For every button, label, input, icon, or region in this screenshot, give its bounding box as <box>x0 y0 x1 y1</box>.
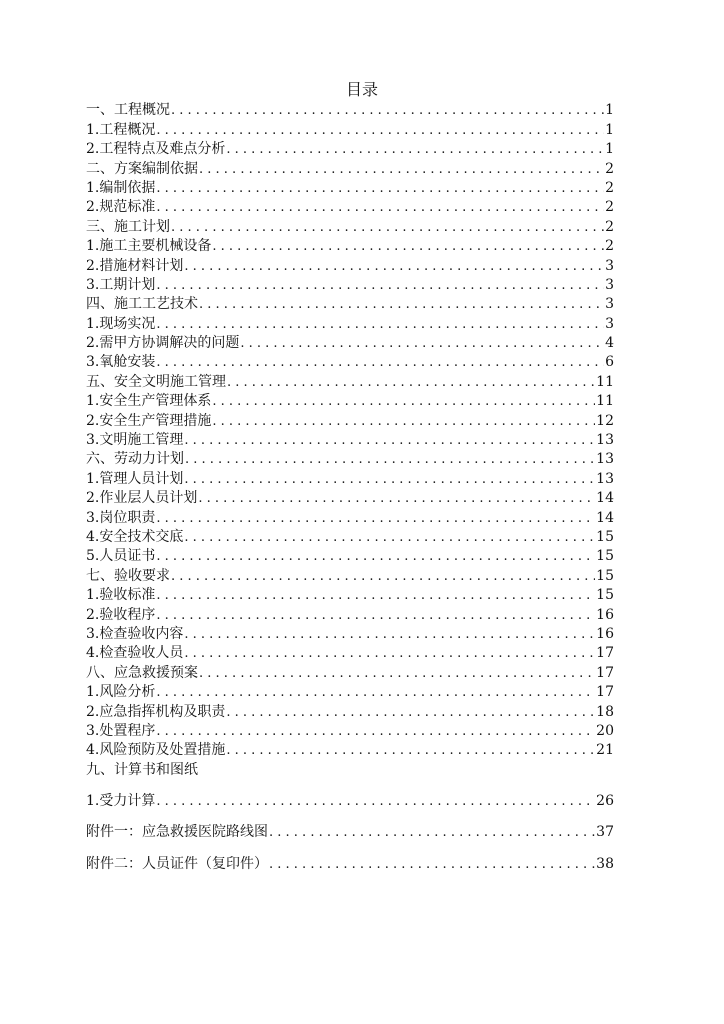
toc-entry-label: 3.处置程序 <box>86 722 156 739</box>
toc-entry-page-number: 15 <box>596 548 614 565</box>
toc-dot-leader <box>185 450 595 469</box>
toc-dot-leader <box>171 101 604 120</box>
toc-entry-page-number: 3 <box>605 276 614 293</box>
toc-entry[interactable] <box>86 392 614 411</box>
toc-entry-page-number: 2 <box>605 179 614 196</box>
toc-entry-page-number: 21 <box>596 742 614 759</box>
toc-entry[interactable] <box>86 547 614 566</box>
toc-entry[interactable] <box>86 314 614 333</box>
toc-entry-label: 二、方案编制依据 <box>86 160 198 177</box>
toc-entry-page-number: 16 <box>596 606 614 623</box>
toc-dot-leader <box>226 140 604 159</box>
toc-dot-leader <box>156 179 604 198</box>
toc-entry[interactable] <box>86 605 614 624</box>
toc-entry[interactable] <box>86 217 614 236</box>
toc-dot-leader <box>198 489 595 508</box>
toc-entry-page-number: 13 <box>596 451 614 468</box>
toc-entry-label: 3.检查验收内容 <box>86 625 184 642</box>
toc-title: 目录 <box>345 80 378 99</box>
toc-entry-page-number: 15 <box>596 528 614 545</box>
toc-entry-page-number: 2 <box>605 218 614 235</box>
toc-entry-page-number: 17 <box>596 684 614 701</box>
toc-dot-leader <box>184 431 595 450</box>
toc-entry-page-number: 15 <box>596 587 614 604</box>
toc-dot-leader <box>171 218 604 237</box>
toc-entry-page-number: 6 <box>605 354 614 371</box>
table-of-contents <box>86 101 614 874</box>
toc-entry-label: 1.管理人员计划 <box>86 470 184 487</box>
toc-entry-label: 3.岗位职责 <box>86 509 156 526</box>
toc-entry[interactable] <box>86 411 614 430</box>
toc-dot-leader <box>199 160 604 179</box>
toc-entry[interactable] <box>86 702 614 721</box>
toc-entry-label: 1.施工主要机械设备 <box>86 238 212 255</box>
toc-entry-label: 4.风险预防及处置措施 <box>86 742 226 759</box>
toc-entry[interactable] <box>86 140 614 159</box>
toc-entry-page-number: 17 <box>596 664 614 681</box>
toc-dot-leader <box>156 353 604 372</box>
toc-dot-leader <box>199 295 604 314</box>
toc-entry-page-number: 15 <box>596 567 614 584</box>
toc-entry-label: 2.安全生产管理措施 <box>86 412 212 429</box>
toc-entry-page-number: 16 <box>596 625 614 642</box>
toc-dot-leader <box>184 528 595 547</box>
toc-entry[interactable] <box>86 353 614 372</box>
toc-dot-leader <box>156 792 595 811</box>
toc-entry-page-number: 2 <box>605 199 614 216</box>
toc-dot-leader <box>212 237 604 256</box>
toc-entry[interactable] <box>86 120 614 139</box>
toc-entry-page-number: 11 <box>596 373 614 390</box>
toc-entry-label: 1.编制依据 <box>86 179 156 196</box>
toc-dot-leader <box>156 722 595 741</box>
toc-dot-leader <box>212 412 595 431</box>
toc-entry-label: 八、应急救援预案 <box>86 664 198 681</box>
toc-entry-label: 3.工期计划 <box>86 276 156 293</box>
toc-dot-leader <box>156 315 604 334</box>
toc-entry-label: 3.氧舱安装 <box>86 354 156 371</box>
toc-entry[interactable] <box>86 760 614 779</box>
toc-dot-leader <box>269 855 595 874</box>
toc-entry-page-number: 26 <box>596 793 614 810</box>
toc-entry[interactable] <box>86 179 614 198</box>
toc-entry[interactable] <box>86 431 614 450</box>
toc-dot-leader <box>184 470 595 489</box>
toc-entry-label: 2.验收程序 <box>86 606 156 623</box>
toc-dot-leader <box>156 683 595 702</box>
toc-entry[interactable] <box>86 469 614 488</box>
toc-entry[interactable] <box>86 372 614 391</box>
toc-entry-label: 4.检查验收人员 <box>86 645 184 662</box>
toc-entry[interactable] <box>86 334 614 353</box>
toc-entry-label: 5.人员证书 <box>86 548 156 565</box>
toc-entry-page-number: 13 <box>596 432 614 449</box>
toc-entry[interactable] <box>86 792 614 811</box>
toc-entry-label: 六、劳动力计划 <box>86 451 184 468</box>
toc-dot-leader <box>156 198 604 217</box>
toc-dot-leader <box>212 392 595 411</box>
toc-entry[interactable] <box>86 566 614 585</box>
toc-entry-label: 附件二：人员证件（复印件） <box>86 855 268 872</box>
toc-entry[interactable] <box>86 295 614 314</box>
toc-entry-label: 三、施工计划 <box>86 218 170 235</box>
toc-entry[interactable] <box>86 854 614 873</box>
toc-entry-page-number: 1 <box>605 141 614 158</box>
toc-entry-label: 4.安全技术交底 <box>86 528 184 545</box>
toc-dot-leader <box>226 703 595 722</box>
toc-entry-page-number: 3 <box>605 296 614 313</box>
toc-dot-leader <box>184 257 604 276</box>
toc-entry-page-number: 17 <box>596 645 614 662</box>
toc-entry-page-number: 3 <box>605 315 614 332</box>
toc-entry-page-number: 1 <box>605 102 614 119</box>
toc-entry[interactable] <box>86 823 614 842</box>
toc-entry[interactable] <box>86 586 614 605</box>
toc-entry-label: 2.规范标准 <box>86 199 156 216</box>
toc-entry-label: 1.工程概况 <box>86 121 156 138</box>
toc-dot-leader <box>156 509 595 528</box>
toc-entry-page-number: 12 <box>596 412 614 429</box>
toc-entry[interactable] <box>86 683 614 702</box>
toc-dot-leader <box>156 547 595 566</box>
toc-entry[interactable] <box>86 528 614 547</box>
toc-entry-page-number: 3 <box>605 257 614 274</box>
toc-entry[interactable] <box>86 101 614 120</box>
toc-entry-label: 九、计算书和图纸 <box>86 761 198 778</box>
toc-entry-page-number: 38 <box>596 855 614 872</box>
toc-dot-leader <box>156 276 604 295</box>
toc-entry[interactable] <box>86 276 614 295</box>
toc-entry-page-number: 2 <box>605 160 614 177</box>
toc-entry[interactable] <box>86 198 614 217</box>
toc-entry-page-number: 37 <box>596 824 614 841</box>
toc-entry[interactable] <box>86 644 614 663</box>
toc-entry-label: 五、安全文明施工管理 <box>86 373 226 390</box>
toc-entry-label: 七、验收要求 <box>86 567 170 584</box>
toc-dot-leader <box>156 606 595 625</box>
toc-entry-page-number: 2 <box>605 238 614 255</box>
toc-dot-leader <box>240 334 604 353</box>
toc-dot-leader <box>227 373 595 392</box>
toc-entry-label: 1.现场实况 <box>86 315 156 332</box>
toc-entry-label: 1.验收标准 <box>86 587 156 604</box>
toc-dot-leader <box>184 644 595 663</box>
toc-entry-label: 1.受力计算 <box>86 793 156 810</box>
toc-entry[interactable] <box>86 450 614 469</box>
toc-entry[interactable] <box>86 489 614 508</box>
toc-entry[interactable] <box>86 508 614 527</box>
toc-entry-page-number: 14 <box>596 490 614 507</box>
toc-entry[interactable] <box>86 722 614 741</box>
toc-entry-label: 2.需甲方协调解决的问题 <box>86 335 240 352</box>
toc-entry[interactable] <box>86 159 614 178</box>
toc-entry-label: 2.措施材料计划 <box>86 257 184 274</box>
toc-entry[interactable] <box>86 625 614 644</box>
toc-entry-label: 一、工程概况 <box>86 102 170 119</box>
toc-entry-page-number: 18 <box>596 703 614 720</box>
toc-entry[interactable] <box>86 741 614 760</box>
toc-entry-page-number: 4 <box>605 335 614 352</box>
toc-entry-page-number: 14 <box>596 509 614 526</box>
toc-dot-leader <box>156 586 595 605</box>
toc-entry-label: 2.应急指挥机构及职责 <box>86 703 226 720</box>
toc-dot-leader <box>184 625 595 644</box>
toc-entry-label: 四、施工工艺技术 <box>86 296 198 313</box>
toc-entry-label: 1.安全生产管理体系 <box>86 393 212 410</box>
toc-entry[interactable] <box>86 663 614 682</box>
toc-entry[interactable] <box>86 237 614 256</box>
toc-entry-label: 附件一：应急救援医院路线图 <box>86 824 268 841</box>
toc-entry-page-number: 1 <box>605 121 614 138</box>
toc-entry-page-number: 11 <box>596 393 614 410</box>
toc-entry-page-number: 20 <box>596 722 614 739</box>
toc-entry-label: 3.文明施工管理 <box>86 432 184 449</box>
toc-entry-label: 1.风险分析 <box>86 684 156 701</box>
toc-dot-leader <box>171 567 595 586</box>
toc-dot-leader <box>156 121 604 140</box>
toc-dot-leader <box>199 664 595 683</box>
toc-entry[interactable] <box>86 256 614 275</box>
toc-entry-label: 2.作业层人员计划 <box>86 490 198 507</box>
toc-entry-page-number: 13 <box>596 470 614 487</box>
toc-dot-leader <box>269 823 595 842</box>
toc-entry-label: 2.工程特点及难点分析 <box>86 141 226 158</box>
toc-dot-leader <box>226 741 595 760</box>
